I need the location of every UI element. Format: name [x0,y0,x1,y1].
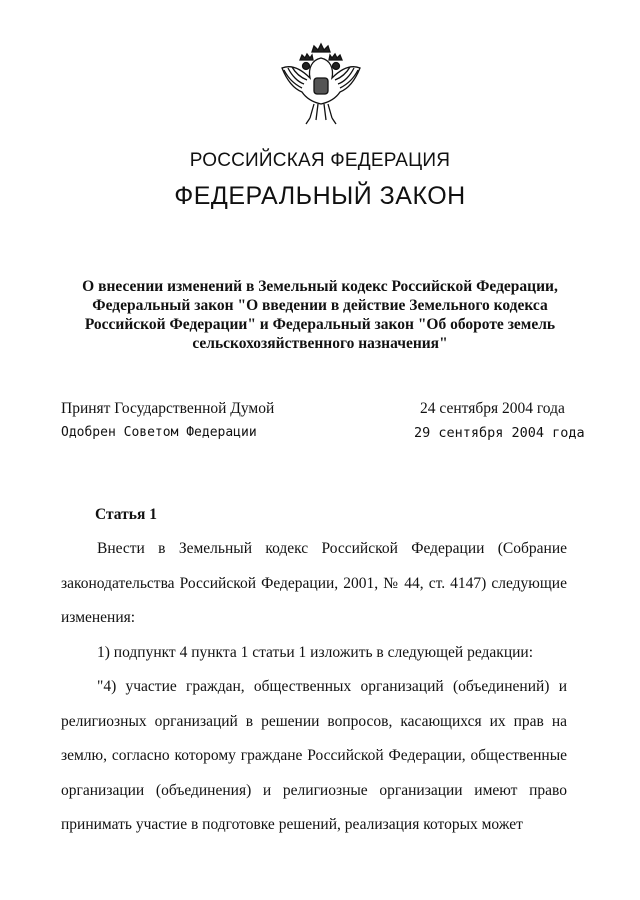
duma-adoption-label: Принят Государственной Думой [61,400,275,417]
russian-coat-of-arms-icon [272,38,370,138]
law-title-line: Федеральный закон "О введении в действие Земельного кодекса [92,297,548,314]
article-paragraph: 1) подпункт 4 пункта 1 статьи 1 изложить в следующей редакции: [97,643,534,661]
law-title [60,277,580,353]
law-title-line: Российской Федерации" и Федеральный закон "Об обороте земель [84,316,556,333]
law-title-line: О внесении изменений в Земельный кодекс Российской Федерации, [82,278,558,295]
council-approval-label: Одобрен Советом Федерации [61,425,257,440]
article-paragraph: "4) участие граждан, общественных организаций (объединений) и религиозных организаций в решении вопросов, касающихся их прав на землю, согласно которому граждане Российской Федерации, общественные организации (объединения) и религиозные организации имеют право принимать участие в подготовке решений, реализация которых может [61,678,567,833]
law-title-line: сельскохозяйственного назначения" [192,335,448,352]
article-heading: Статья 1 [95,506,157,523]
article-body [61,532,567,843]
article-paragraph: Внести в Земельный кодекс Российской Федерации (Собрание законодательства Российской Федерации, 2001, № 44, ст. 4147) следующие изменения: [61,540,567,626]
country-name: РОССИЙСКАЯ ФЕДЕРАЦИЯ [189,150,451,171]
duma-adoption-date: 24 сентября 2004 года [420,400,565,417]
document-type: ФЕДЕРАЛЬНЫЙ ЗАКОН [174,182,466,210]
council-approval-date: 29 сентября 2004 года [414,425,585,441]
